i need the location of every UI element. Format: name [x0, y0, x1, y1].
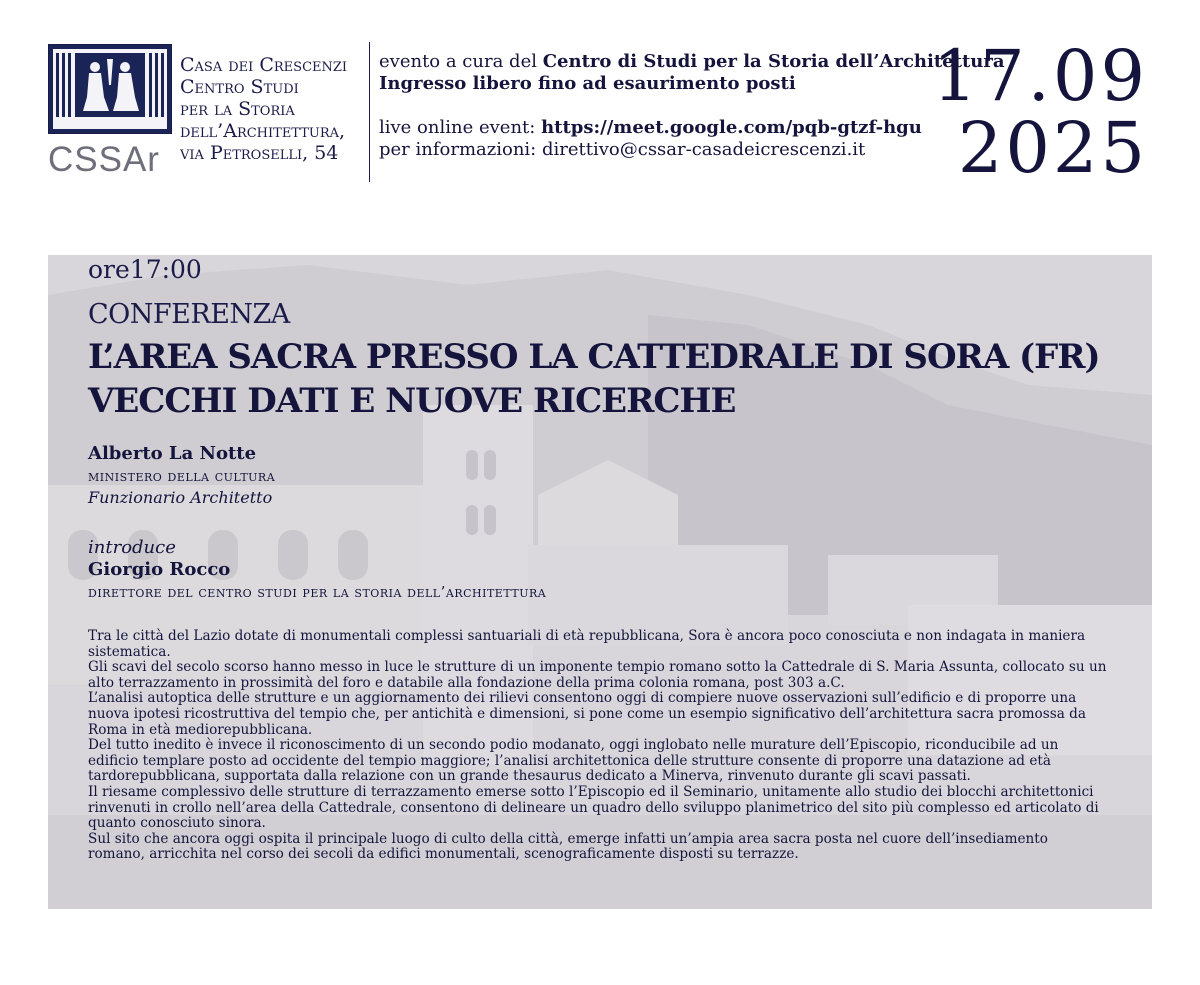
event-date: [932, 35, 1148, 189]
abstract-paragraph: L’analisi autoptica delle strutture e un aggiornamento dei rilievi consentono oggi di compiere nuove osservazioni sull’edificio e di proporre una nuova ipotesi ricostruttiva del tempio che, per antichità e dimensioni, si pone come un esempio significativo dell’architettura sacra promossa da Roma in età mediorepubblicana.: [88, 690, 1086, 738]
header-divider: [369, 42, 370, 182]
speaker-name: Alberto La Notte: [88, 443, 257, 464]
free-entry: Ingresso libero fino ad esaurimento posti: [379, 73, 796, 94]
abstract-paragraph: Tra le città del Lazio dotate di monumentali complessi santuariali di età repubblicana, Sora è ancora poco conosciuta e non indagata in maniera sistematica.: [88, 628, 1086, 660]
live-label: live online event:: [379, 117, 542, 138]
curated-line: [379, 51, 1005, 73]
title-line-1: L’AREA SACRA PRESSO LA CATTEDRALE DI SORA (FR): [88, 337, 1100, 377]
org-line-1: Casa dei Crescenzi: [180, 54, 348, 76]
event-panel: [48, 255, 1152, 909]
title-line-2: VECCHI DATI E NUOVE RICERCHE: [88, 381, 736, 421]
intro-label: introduce: [88, 537, 176, 558]
speaker-role: Funzionario Architetto: [88, 488, 273, 507]
event-kind: CONFERENZA: [88, 299, 290, 330]
main-speaker: [88, 443, 275, 509]
org-line-2: Centro Studi: [180, 76, 299, 98]
live-line: [379, 117, 1005, 139]
info-line: [379, 139, 1005, 161]
intro-role: direttore del centro studi per la storia dell’architettura: [88, 583, 547, 601]
event-time: ore17:00: [88, 255, 202, 284]
info-email[interactable]: direttivo@cssar-casadeicrescenzi.it: [541, 139, 866, 160]
cssar-logo-text: CSSAr: [48, 140, 160, 179]
event-title: [88, 335, 1100, 423]
event-info: [379, 51, 1005, 161]
org-line-3: per la Storia: [180, 98, 295, 120]
curated-org: Centro di Studi per la Storia dell’Architettura: [542, 51, 1005, 72]
abstract-paragraph: Sul sito che ancora oggi ospita il principale luogo di culto della città, emerge infatti un’ampia area sacra posta nel cuore dell’insediamento romano, arricchita nel corso dei secoli da edifici monumentali, scenograficamente disposti su terrazze.: [88, 830, 1048, 863]
cssar-logo-emblem: [48, 44, 172, 134]
date-day-month: 17.09: [932, 35, 1148, 117]
abstract-paragraph: Il riesame complessivo delle strutture di terrazzamento emerse sotto l’Episcopio ed il Seminario, unitamente allo studio dei blocchi architettonici rinvenuti in crollo nell’area della Cattedrale, consentono di delineare un quadro dello sviluppo planimetrico del sito più complesso ed articolato di quanto conosciuto sinora.: [88, 783, 1099, 832]
curated-prefix: evento a cura del: [379, 51, 543, 72]
event-abstract: [88, 629, 1108, 863]
speaker-affiliation: ministero della cultura: [88, 467, 276, 485]
intro-name: Giorgio Rocco: [88, 559, 231, 580]
abstract-paragraph: Gli scavi del secolo scorso hanno messo in luce le strutture di un imponente tempio romano sotto la Cattedrale di S. Maria Assunta, collocato su un alto terrazzamento in prossimità del foro e databile alla fondazione della prima colonia romana, post 303 a.C.: [88, 659, 1107, 691]
info-label: per informazioni:: [379, 139, 542, 160]
live-link[interactable]: https://meet.google.com/pqb-gtzf-hgu: [541, 117, 922, 138]
date-year: 2025: [957, 107, 1148, 189]
intro-speaker: [88, 537, 546, 603]
org-line-4: dell’Architettura,: [180, 120, 346, 142]
abstract-paragraph: Del tutto inedito è invece il riconoscimento di un secondo podio modanato, oggi inglobato nelle murature dell’Episcopio, riconducibile ad un edificio templare posto ad occidente del tempio maggiore; l’analisi architettonica delle strutture consente di proporre una datazione ad età tardorepubblicana, supportata dalla relazione con un grande thesaurus dedicato a Minerva, rinvenuto durante gli scavi passati.: [88, 737, 1059, 785]
organization-address: [180, 54, 347, 164]
org-line-5: via Petroselli, 54: [180, 142, 339, 164]
